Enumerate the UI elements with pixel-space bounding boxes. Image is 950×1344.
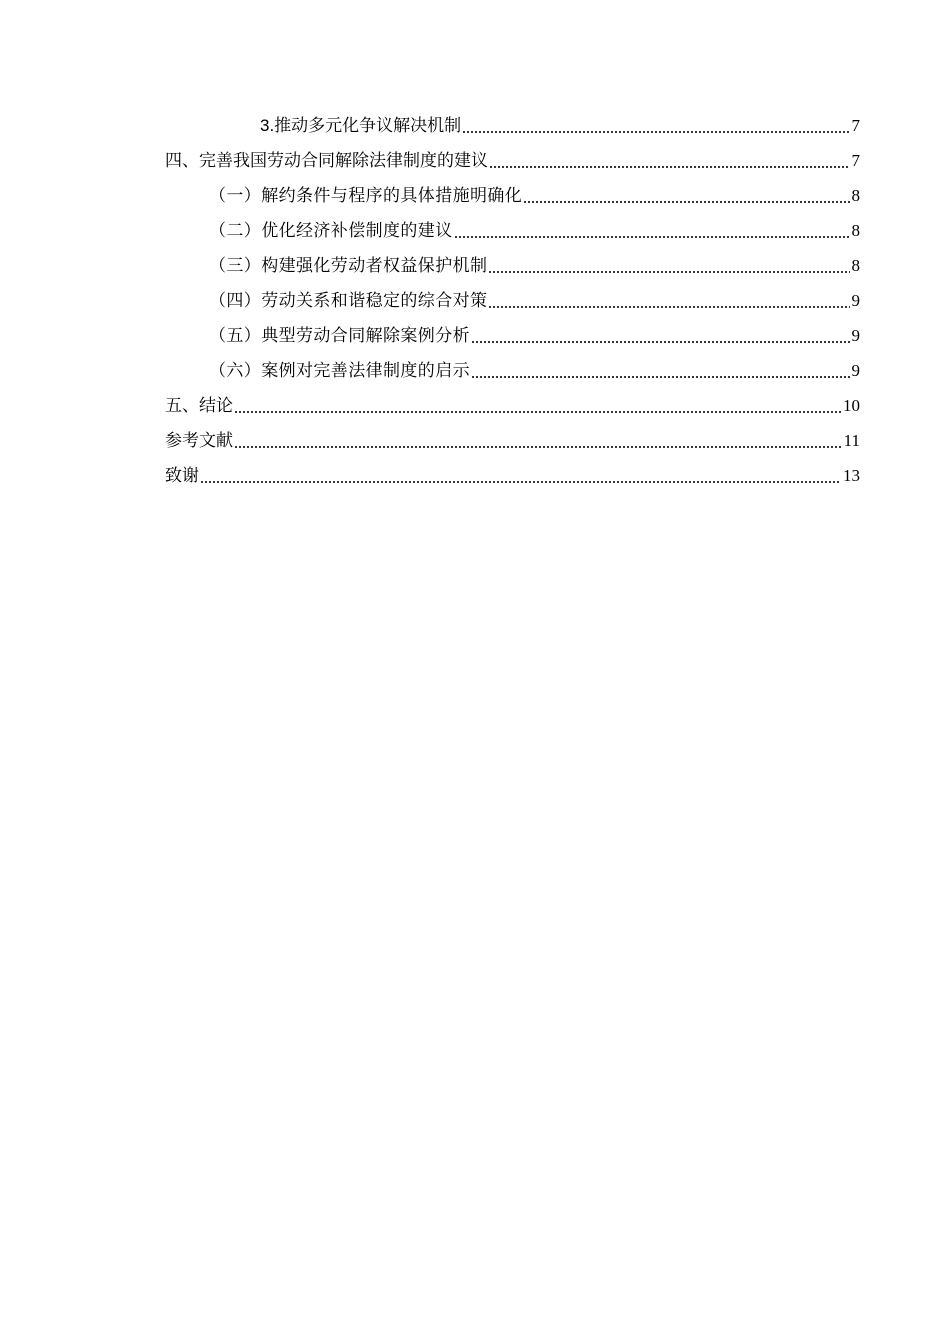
toc-entry-references[interactable] bbox=[0, 423, 950, 458]
toc-entry-label: （一）解约条件与程序的具体措施明确化 bbox=[209, 185, 523, 205]
dot-leader bbox=[471, 330, 850, 344]
toc-entry-page-number: 11 bbox=[843, 430, 860, 450]
toc-entry-4-4[interactable] bbox=[0, 283, 950, 318]
toc-entry-4-3[interactable] bbox=[0, 248, 950, 283]
toc-entry-4-1[interactable] bbox=[0, 178, 950, 213]
toc-entry-page-number: 8 bbox=[851, 255, 860, 275]
toc-entry-label: （五）典型劳动合同解除案例分析 bbox=[209, 325, 470, 345]
dot-leader bbox=[462, 120, 849, 134]
toc-entry-page-number: 13 bbox=[843, 465, 860, 485]
toc-entry-chapter-5[interactable] bbox=[0, 388, 950, 423]
toc-entry-label: 3.推动多元化争议解决机制 bbox=[260, 115, 462, 135]
toc-entry-label: （二）优化经济补偿制度的建议 bbox=[209, 220, 453, 240]
toc-entry-label: （六）案例对完善法律制度的启示 bbox=[209, 360, 470, 380]
toc-entry-page-number: 7 bbox=[851, 115, 860, 135]
dot-leader bbox=[471, 365, 850, 379]
toc-entry-label: 五、结论 bbox=[165, 395, 233, 415]
toc-entry-page-number: 9 bbox=[851, 325, 860, 345]
toc-entry-label: 四、完善我国劳动合同解除法律制度的建议 bbox=[165, 150, 488, 170]
dot-leader bbox=[454, 225, 850, 239]
dot-leader bbox=[234, 400, 841, 414]
toc-entry-page-number: 10 bbox=[843, 395, 860, 415]
toc-entry-page-number: 8 bbox=[851, 185, 860, 205]
toc-entry-label: 参考文献 bbox=[165, 430, 233, 450]
table-of-contents bbox=[0, 108, 950, 493]
dot-leader bbox=[234, 435, 842, 449]
toc-entry-label: 致谢 bbox=[165, 465, 199, 485]
toc-entry-page-number: 8 bbox=[851, 220, 860, 240]
toc-entry-acknowledgements[interactable] bbox=[0, 458, 950, 493]
dot-leader bbox=[200, 470, 841, 484]
toc-entry-label: （四）劳动关系和谐稳定的综合对策 bbox=[209, 290, 488, 310]
dot-leader bbox=[488, 295, 849, 309]
toc-entry-4-6[interactable] bbox=[0, 353, 950, 388]
toc-entry-chapter-4[interactable] bbox=[0, 143, 950, 178]
toc-entry-4-5[interactable] bbox=[0, 318, 950, 353]
dot-leader bbox=[489, 155, 850, 169]
toc-entry-3-3[interactable] bbox=[0, 108, 950, 143]
toc-entry-label: （三）构建强化劳动者权益保护机制 bbox=[209, 255, 488, 275]
toc-entry-page-number: 7 bbox=[851, 150, 860, 170]
toc-entry-page-number: 9 bbox=[851, 360, 860, 380]
dot-leader bbox=[523, 190, 849, 204]
toc-entry-4-2[interactable] bbox=[0, 213, 950, 248]
dot-leader bbox=[488, 260, 849, 274]
toc-entry-page-number: 9 bbox=[851, 290, 860, 310]
